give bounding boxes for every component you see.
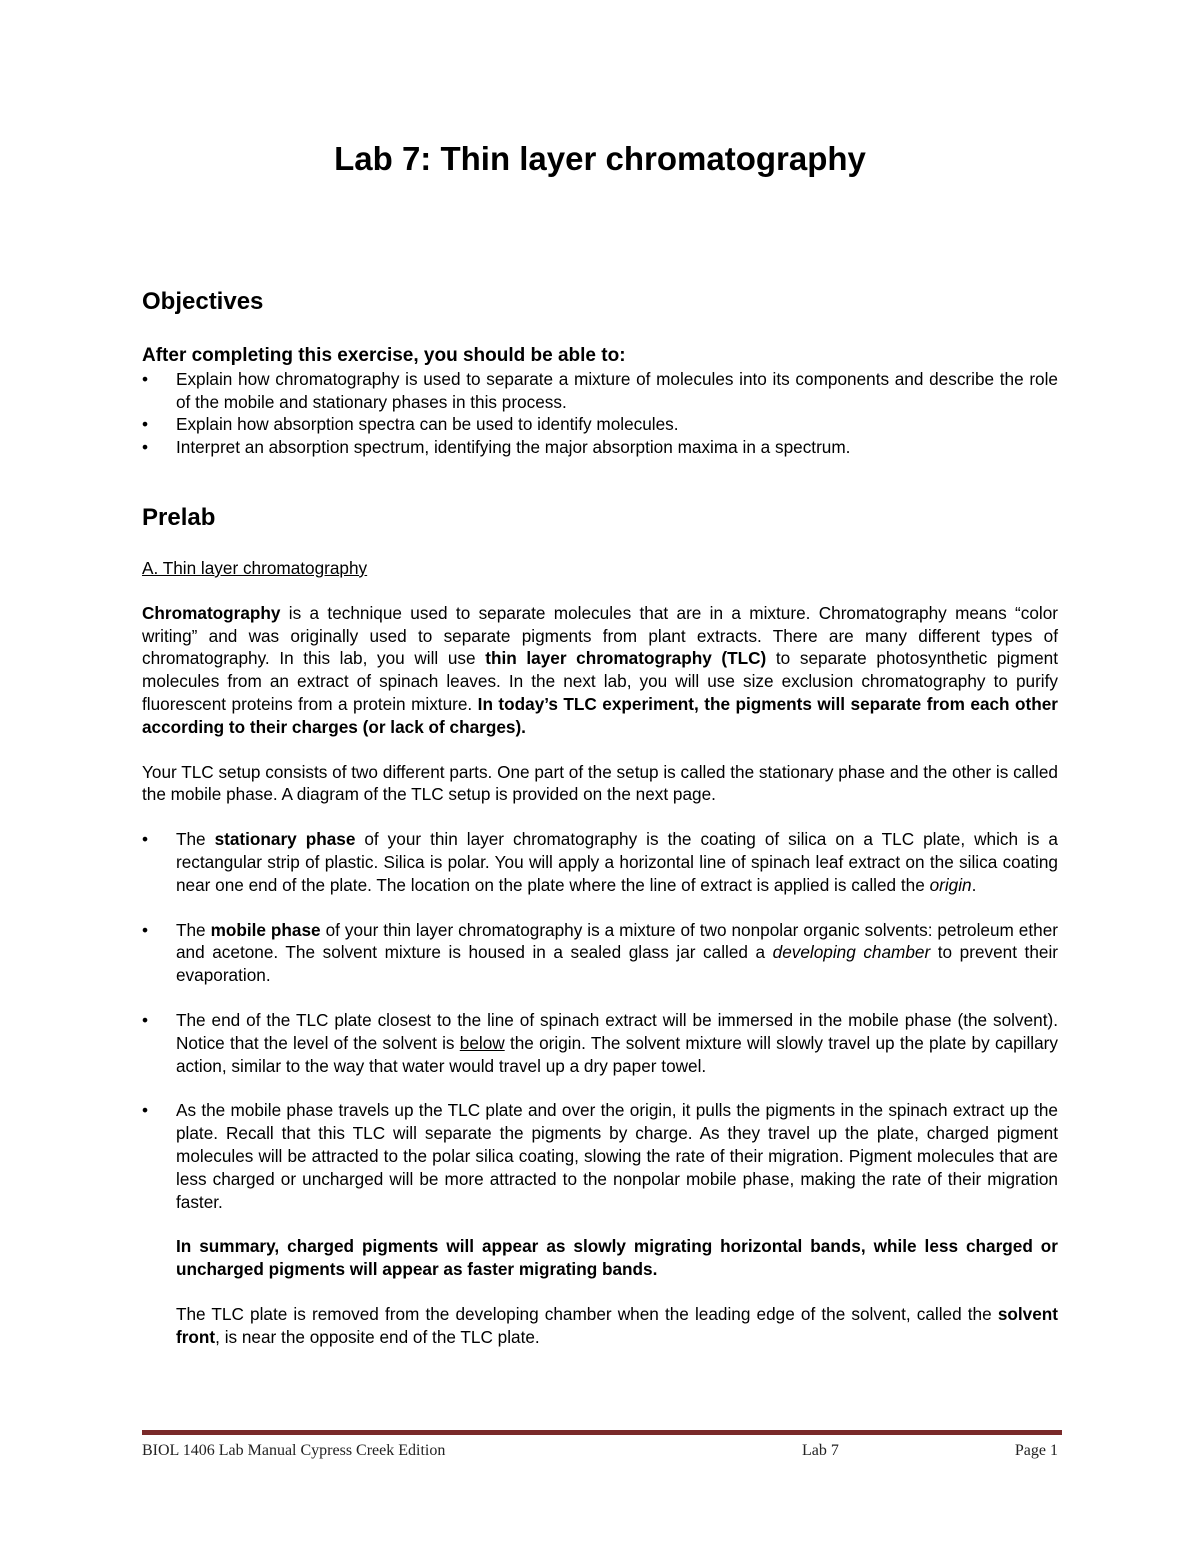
objectives-section: [142, 345, 1058, 459]
list-item: • Explain how absorption spectra can be used to identify molecules.: [142, 413, 1058, 436]
paragraph-solvent-front: The TLC plate is removed from the developing chamber when the leading edge of the solvent, called the solvent front, is near the opposite end of the TLC plate.: [176, 1303, 1058, 1347]
prelab-section: [142, 557, 1058, 1349]
list-item: • Explain how chromatography is used to separate a mixture of molecules into its components and describe the role of the mobile and stationary phases in this process.: [142, 368, 1058, 414]
summary-text: In summary, charged pigments will appear as slowly migrating horizontal bands, while less charged or uncharged pigments will appear as faster migrating bands.: [176, 1236, 1058, 1280]
list-item: • The end of the TLC plate closest to the line of spinach extract will be immersed in the mobile phase (the solvent). Notice that the level of the solvent is below the origin. The solvent mixture will slowly travel up the plate by capillary action, similar to the way that water would travel up a dry paper towel.: [142, 1009, 1058, 1077]
footer-left: BIOL 1406 Lab Manual Cypress Creek Edition: [142, 1442, 446, 1459]
paragraph-setup: Your TLC setup consists of two different parts. One part of the setup is called the stationary phase and the other is called the mobile phase. A diagram of the TLC setup is provided on the next page.: [142, 761, 1058, 805]
list-item: • The stationary phase of your thin layer chromatography is the coating of silica on a TLC plate, which is a rectangular strip of plastic. Silica is polar. You will apply a horizontal line of spinach leaf extract on the silica coating near one end of the plate. The location on the plate where the line of extract is applied is called the origin.: [142, 828, 1058, 896]
section-a-heading: A. Thin layer chromatography: [142, 558, 368, 578]
objectives-list: [142, 368, 1058, 459]
footer-page-number: Page 1: [1014, 1442, 1058, 1459]
footer-divider: [142, 1430, 1062, 1435]
paragraph-chromatography: Chromatography is a technique used to separate molecules that are in a mixture. Chromatography means “color writing” and was originally used to separate pigments from plant extracts. There are many different types of chromatography. In this lab, you will use thin layer chromatography (TLC) to separate photosynthetic pigment molecules from an extract of spinach leaves. In the next lab, you will use size exclusion chromatography to purify fluorescent proteins from a protein mixture. In today’s TLC experiment, the pigments will separate from each other according to their charges (or lack of charges).: [142, 602, 1058, 737]
list-item: • Interpret an absorption spectrum, identifying the major absorption maxima in a spectrum.: [142, 436, 1058, 459]
page-title: Lab 7: Thin layer chromatography: [334, 140, 866, 177]
objectives-subheading: After completing this exercise, you should be able to:: [142, 345, 626, 366]
prelab-heading: Prelab: [142, 504, 216, 531]
objectives-heading: Objectives: [142, 288, 264, 315]
list-item: • The mobile phase of your thin layer chromatography is a mixture of two nonpolar organic solvents: petroleum ether and acetone. The solvent mixture is housed in a sealed glass jar called a developing chamber to prevent their evaporation.: [142, 919, 1058, 987]
footer-center: Lab 7: [802, 1442, 839, 1459]
list-item: • As the mobile phase travels up the TLC plate and over the origin, it pulls the pigments in the spinach extract up the plate. Recall that this TLC will separate the pigments by charge. As they travel up the plate, charged pigment molecules will be attracted to the polar silica coating, slowing the rate of their migration. Pigment molecules that are less charged or uncharged will be more attracted to the nonpolar mobile phase, making the rate of their migration faster. In summary, charged pigments will appear as slowly migrating horizontal bands, while less charged or uncharged pigments will appear as faster migrating bands. The TLC plate is removed from the developing chamber when the leading edge of the solvent, called the solvent front, is near the opposite end of the TLC plate.: [142, 1099, 1058, 1348]
prelab-list: [142, 828, 1058, 1348]
